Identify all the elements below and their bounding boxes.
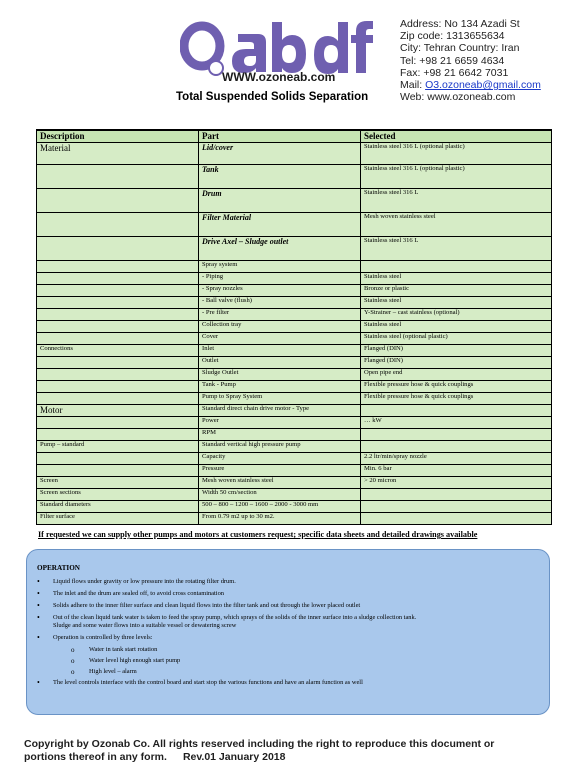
cell-selected: Y-Strainer – cast stainless (optional): [361, 309, 552, 321]
cell-selected: Min. 6 bar: [361, 465, 552, 477]
sub-list-item: [37, 657, 537, 665]
table-row: [37, 465, 552, 477]
list-item-text: Liquid flows under gravity or low pressure into the rotating filter drum.: [53, 578, 236, 585]
list-item: [37, 602, 537, 610]
header-description: Description: [37, 130, 199, 143]
circle-bullet-icon: o: [71, 646, 75, 654]
cell-selected: Stainless steel: [361, 321, 552, 333]
bullet-icon: •: [37, 678, 40, 687]
table-row: [37, 477, 552, 489]
table-row: [37, 165, 552, 189]
cell-selected: [361, 513, 552, 525]
contact-zip: Zip code: 1313655634: [400, 30, 505, 43]
operation-title: OPERATION: [37, 564, 80, 572]
contact-block: [400, 18, 541, 103]
cell-selected: Bronze or plastic: [361, 285, 552, 297]
cell-selected: Stainless steel: [361, 297, 552, 309]
cell-part: Width 50 cm/section: [199, 489, 361, 501]
footer-copyright: [24, 738, 494, 764]
cell-description: [37, 393, 199, 405]
cell-description: Material: [37, 143, 199, 165]
cell-selected: Stainless steel 316 L (optional plastic): [361, 143, 552, 165]
contact-mail: [400, 79, 541, 91]
cell-description: [37, 309, 199, 321]
cell-part: Drum: [199, 189, 361, 213]
list-item-text: Solids adhere to the inner filter surface and clean liquid flows into the filter tank and out through the lower placed outlet: [53, 602, 361, 609]
table-row: [37, 297, 552, 309]
cell-part: Capacity: [199, 453, 361, 465]
list-item-text: Water level high enough start pump: [89, 657, 181, 664]
bullet-icon: •: [37, 633, 40, 642]
cell-part: Pressure: [199, 465, 361, 477]
list-item: [37, 634, 537, 642]
cell-selected: [361, 441, 552, 453]
cell-description: [37, 333, 199, 345]
cell-description: Filter surface: [37, 513, 199, 525]
cell-part: Power: [199, 417, 361, 429]
table-row: [37, 429, 552, 441]
list-item-text: Water in tank start rotation: [89, 646, 158, 653]
cell-description: Screen sections: [37, 489, 199, 501]
logo-letter-b: [272, 22, 306, 73]
cell-part: 500 – 800 – 1200 – 1600 – 2000 - 3000 mm: [199, 501, 361, 513]
sub-list-item: [37, 646, 537, 654]
contact-tel: Tel: +98 21 6659 4634: [400, 54, 505, 67]
cell-part: Outlet: [199, 357, 361, 369]
footer-line-2: [24, 751, 494, 764]
cell-description: [37, 357, 199, 369]
table-row: [37, 357, 552, 369]
cell-selected: Flanged (DIN): [361, 345, 552, 357]
bullet-icon: •: [37, 601, 40, 610]
table-row: [37, 441, 552, 453]
cell-part: Collection tray: [199, 321, 361, 333]
operation-box: [26, 549, 550, 715]
cell-part: Pump to Spray System: [199, 393, 361, 405]
cell-part: Sludge Outlet: [199, 369, 361, 381]
list-item-text: The inlet and the drum are sealed off, to avoid cross contamination: [53, 590, 224, 597]
cell-description: [37, 417, 199, 429]
table-row: [37, 333, 552, 345]
contact-city: City: Tehran Country: Iran: [400, 42, 520, 55]
cell-description: [37, 297, 199, 309]
table-row: [37, 213, 552, 237]
cell-selected: … kW: [361, 417, 552, 429]
cell-description: [37, 429, 199, 441]
cell-selected: Stainless steel 316 L (optional plastic): [361, 165, 552, 189]
table-row: [37, 309, 552, 321]
cell-part: Standard direct chain drive motor - Type: [199, 405, 361, 417]
footer-revision: Rev.01 January 2018: [182, 751, 286, 763]
cell-selected: > 20 micron: [361, 477, 552, 489]
cell-selected: [361, 501, 552, 513]
cell-description: [37, 369, 199, 381]
logo-letter-a: [232, 34, 266, 73]
tagline: Total Suspended Solids Separation: [176, 91, 369, 103]
cell-description: [37, 213, 199, 237]
cell-description: Screen: [37, 477, 199, 489]
cell-part: Tank - Pump: [199, 381, 361, 393]
table-row: [37, 513, 552, 525]
bullet-icon: •: [37, 613, 40, 622]
table-row: [37, 143, 552, 165]
bullet-icon: •: [37, 589, 40, 598]
cell-selected: [361, 261, 552, 273]
cell-part: Standard vertical high pressure pump: [199, 441, 361, 453]
list-item-text: The level controls interface with the control board and start stop the various functions and have an alarm function as well: [53, 679, 363, 686]
cell-selected: [361, 489, 552, 501]
table-row: [37, 417, 552, 429]
supply-note: If requested we can supply other pumps and motors at customers request; specific data sheets and detailed drawings available: [38, 530, 478, 539]
contact-web: Web: www.ozoneab.com: [400, 91, 516, 104]
logo-three-mark: [209, 61, 223, 75]
cell-description: [37, 321, 199, 333]
table-row: [37, 273, 552, 285]
cell-description: [37, 273, 199, 285]
cell-part: Mesh woven stainless steel: [199, 477, 361, 489]
logo-website-text: WWW.ozoneab.com: [222, 70, 336, 84]
cell-part: Inlet: [199, 345, 361, 357]
list-item: [37, 679, 537, 687]
contact-fax: Fax: +98 21 6642 7031: [400, 66, 509, 79]
cell-selected: Stainless steel: [361, 273, 552, 285]
cell-description: Pump – standard: [37, 441, 199, 453]
contact-mail-link[interactable]: O3.ozoneab@gmail.com: [425, 79, 541, 92]
cell-description: Connections: [37, 345, 199, 357]
cell-description: Standard diameters: [37, 501, 199, 513]
table-row: [37, 393, 552, 405]
table-row: [37, 321, 552, 333]
table-row: [37, 501, 552, 513]
circle-bullet-icon: o: [71, 668, 75, 676]
cell-part: Spray system: [199, 261, 361, 273]
cell-part: - Pre filter: [199, 309, 361, 321]
operation-list: [37, 578, 537, 687]
table-row: [37, 285, 552, 297]
header-part: Part: [199, 130, 361, 143]
cell-selected: [361, 405, 552, 417]
cell-description: Motor: [37, 405, 199, 417]
sub-list-item: [37, 668, 537, 676]
cell-description: [37, 453, 199, 465]
list-item-text: Sludge and some water flows into a suitable vessel or dewatering screw: [53, 622, 237, 629]
logo-ozone-o: [184, 26, 220, 66]
cell-part: - Spray nozzles: [199, 285, 361, 297]
header-selected: Selected: [361, 130, 552, 143]
table-row: [37, 369, 552, 381]
specification-table: [36, 129, 552, 525]
cell-selected: Stainless steel 316 L: [361, 237, 552, 261]
cell-description: [37, 381, 199, 393]
list-item-text: Out of the clean liquid tank water is taken to feed the spray pump, which sprays of the solids of the inner surface into a sludge collection tank.: [53, 614, 417, 621]
cell-selected: Flexible pressure hose & quick couplings: [361, 393, 552, 405]
table-row: [37, 237, 552, 261]
table-row: [37, 189, 552, 213]
cell-description: [37, 165, 199, 189]
logo-letter-f: [351, 21, 373, 73]
table-row: [37, 381, 552, 393]
cell-selected: Stainless steel (optional plastic): [361, 333, 552, 345]
cell-part: From 0.79 m2 up to 30 m2.: [199, 513, 361, 525]
table-row: [37, 489, 552, 501]
cell-part: Lid/cover: [199, 143, 361, 165]
cell-description: [37, 285, 199, 297]
cell-selected: Stainless steel 316 L: [361, 189, 552, 213]
cell-part: Filter Material: [199, 213, 361, 237]
logo-letter-d: [314, 22, 348, 74]
table-row: [37, 405, 552, 417]
table-header-row: [37, 130, 552, 143]
list-item-text: High level – alarm: [89, 668, 137, 675]
cell-selected: Mesh woven stainless steel: [361, 213, 552, 237]
cell-description: [37, 189, 199, 213]
circle-bullet-icon: o: [71, 657, 75, 665]
table-row: [37, 345, 552, 357]
footer-line-2-text: portions thereof in any form.: [24, 751, 167, 763]
cell-selected: Flexible pressure hose & quick couplings: [361, 381, 552, 393]
cell-part: Cover: [199, 333, 361, 345]
table-row: [37, 261, 552, 273]
cell-selected: 2.2 ltr/min/spray nozzle: [361, 453, 552, 465]
cell-part: Tank: [199, 165, 361, 189]
list-item: [37, 590, 537, 598]
cell-part: - Ball valve (flush): [199, 297, 361, 309]
footer-line-1: Copyright by Ozonab Co. All rights reserved including the right to reproduce this document or: [24, 738, 495, 750]
contact-address: Address: No 134 Azadi St: [400, 18, 520, 30]
list-item-text: Operation is controlled by three levels:: [53, 634, 153, 641]
bullet-icon: •: [37, 577, 40, 586]
list-item: [37, 614, 537, 630]
cell-selected: [361, 429, 552, 441]
cell-selected: Open pipe end: [361, 369, 552, 381]
cell-description: [37, 237, 199, 261]
list-item: [37, 578, 537, 586]
table-row: [37, 453, 552, 465]
cell-part: Drive Axel – Sludge outlet: [199, 237, 361, 261]
cell-description: [37, 261, 199, 273]
cell-description: [37, 465, 199, 477]
cell-part: - Piping: [199, 273, 361, 285]
cell-selected: Flanged (DIN): [361, 357, 552, 369]
contact-mail-label: Mail:: [400, 79, 426, 92]
cell-part: RPM: [199, 429, 361, 441]
